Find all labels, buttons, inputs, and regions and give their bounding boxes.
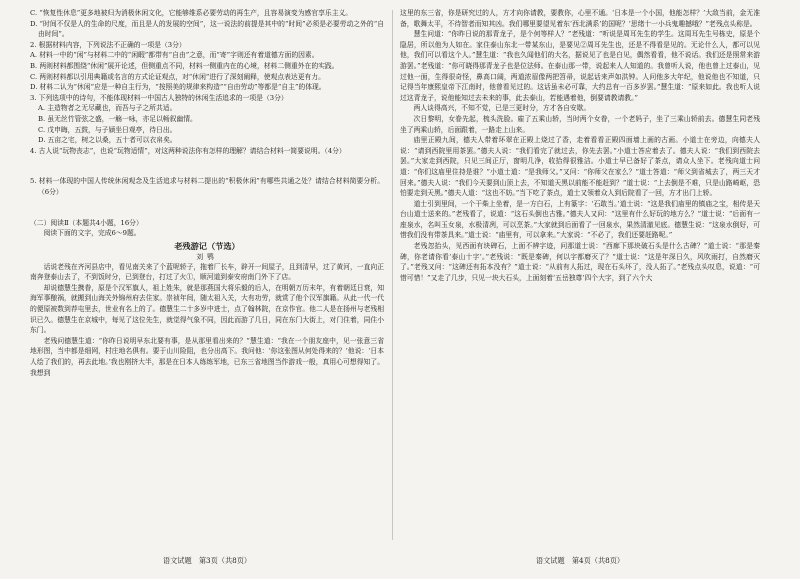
question-3-option-c: C. 戊申晦，五鼓，与子颍坐日观亭，待日出。 [38,125,177,134]
question-3-stem: 3. 下列选项中的诗句，不能体现材料一中国古人独特的休闲生活追求的一项是（3分） [30,93,288,102]
passage-paragraph: 老残问德慧生道：“你昨日说明早东北要有事，是从那里看出来的？”慧生道：“我在一个朋友座中，见一张意三省地形图，当中都是细网，村庄地名俱有。要于山川险阻，也分出高下。我问他：‘你这张图从何处得来的？’他说：‘日本人绘了我们的，再去此地。’我也刚挤大半，那是在日本人练练军地，已东三省地图当作游戏一般，真用心可想得知了。我想到 [30,336,384,377]
option-d: D. “时间不仅是人的生命的尺度，而且是人的发展的空间”，这一说法的前提是其中的“时间”必须是必要劳动之外的“自由时间”。 [30,19,384,39]
question-3-option-d: D. 五亩之宅，树之以桑，五十者可以衣帛矣。 [38,136,177,145]
passage-paragraph: 道士引到里间，一个干柴上坐着，是一方白石，上有篆字：‘石敢当。’道士说：“这是我们庙里的镇庙之宝，相传是天台山道士送来的。”老残看了，说道：“这石头倒也古雅。”德夫人又问：“这里有什么好玩的地方么？”道士说：“后面有一座泉水，名叫玉女泉，水极清冽，可以烹茶。”大家就到后面看了一回泉水，果然清澈见底。德慧生说：“这泉水倒好，可惜我们没有带茶具来。”道士说：“庙里有，可以拿来。”大家说：“不必了，我们还要赶路呢。” [400,199,760,240]
question-3-option-a: A. 主造物者之无尽藏也，而吾与子之所共适。 [38,104,177,113]
passage-title: 老残游记（节选） [174,240,240,251]
passage-paragraph: 庙里正殿九间，德夫人带着环翠在正殿上烧过了香，走着看看正殿四面墙上画的古画。小道士在旁边，向德夫人说：“请到西院里用茶罢。”德夫人说：“我们看完了就过去，你先去罢。”小道士答应着去了。德夫人说：“我们到西院去罢。”大家走到西院，只见三间正厅，窗明几净，收拾得很雅洁。小道士早已备好了茶点，请众人坐下。老残向道士问道：“你们这庙里住持是谁？”小道士道：“是我师父。”又问：“你师父在家么？”道士答道：“师父到省城去了，两三天才回来。”德夫人说：“我们今天要到山顶上去，不知道天黑以前能不能赶到？”道士说：“上去倒是不难，只是山路崎岖，恐怕要走到天黑。”德夫人道：“这也不妨。”当下吃了茶点，道士又领着众人到后院看了一回，方才出门上轿。 [400,136,760,198]
question-2-option-c: C. 两则材料都以引用典籍或名言的方式论证观点，对“休闲”进行了深刻阐释，使观点表达更有力。 [30,72,325,81]
question-2-stem: 2. 根据材料内容，下列说法不正确的一项是（3分） [30,40,186,49]
left-column [30,8,384,548]
passage-paragraph: 两人谈得高兴，不知不觉，已是三更时分，方才各自安歇。 [413,104,591,113]
answer-space [30,198,384,218]
passage-paragraph: 这里的东三省，你是研究过的人，方才向你请教，要教你，心里不通。‘日本是一个小国，他能怎样？’大敌当前，金无准备，歌舞太平，不待智者而知其凶。我们哪里要望见着东‘西北满系’的国呢？’思绪十一小兵鬼趣撼哦？”老残点头称是。 [400,9,760,28]
passage-paragraph: 话说老残在齐河县店中，看见南关来了个蓝呢轿子，拖着厂长车，辟开一间屋子，且到清早，过了黄河，一直向正南奔登泰山去了，不到饭时分，已到登台，打过了火①，顺河道到泰安府南门外下了店。 [30,262,384,282]
page-footer-left: 语文试题 第3页（共8页） [162,556,252,565]
section-heading: （二）阅读Ⅱ（本题共4小题，16分） [30,218,143,227]
question-2-option-a: A. 材料一中的“闲”与材料二中的“闲暇”都带有“自由”之意，而“寄”字则还有着道德方面的因素。 [30,51,319,60]
question-4: 4. 古人说“玩物丧志”，也说“玩物适情”，对这两种说法你有怎样的理解？请结合材料一简要说明。（4分） [30,146,346,155]
question-5: 5. 材料一体现的中国人传统休闲观念及生活追求与材料二提出的“积极休闲”有哪些共通之处？请结合材料简要分析。（6分） [30,177,384,196]
reading-instruction: 阅读下面的文字，完成6～9题。 [43,229,141,238]
column-divider [392,10,393,540]
page-footer-right: 语文试题 第4页（共8页） [535,556,625,565]
passage-paragraph: 慧生问道：“你昨日说的那青龙子，是个何等样人？”老残道：“听说是周耳先生的学生。这周耳先生号栋史，原是个隐居，所以他为人如在。家住泰山东北一带某东山，是要见②周耳先生也，还是不得看是见的。无论什么人，都可以见他，我们可以看这个人。”慧生道：“我也久闻他们的大名，据说见了也是白见，偶然看看，他不说话。我们还是照常来游游罢。”老残道：“你可晓得那青龙子也是位法师。在泰山那一带，说起来人人知道的。我曾听人说，他也曾上过泰山，见过他一面，生得很奇怪，鼻高口阔，两道浓眉像两把笤帚，说起话来声如洪钟。人问他多大年纪，他说他也不知道，只记得当年康熙皇帝下江南时，他曾看见过的。这话虽未必可靠，大约总有一百多岁罢。”慧生道：“原来如此。我也听人说过这青龙子，说他能知过去未来的事，此去泰山，若能遇着他，倒要请教请教。” [400,30,760,102]
passage-paragraph: 次日黎明，女眷先起，梳头洗脸。雇了五乘山轿，当时两个女眷，一个老妈子，坐了三乘山轿前去。德慧生同老残坐了两乘山轿，后面跟着，一路走上山来。 [400,114,760,134]
question-2-option-d: D. 材料二认为“休闲”应是一种自主行为，“按照美的规律来构造”“自由劳动”等都是“自主”的体现。 [30,83,326,92]
question-3-option-b: B. 虽无丝竹管弦之盛，一觞一咏，亦足以畅叙幽情。 [38,114,197,123]
passage-author: 刘鹗 [196,252,218,261]
passage-paragraph: 老残忽抬头，见西面有块碑石，上面不辨字迹，问那道士说：“西廊下那块破石头是什么古碑？”道士说：“那是秦碑，你老请你看‘泰山十字’。”老残说：“既是秦碑，何以字都磨灭了？”道士说：“这是年深日久，风吹雨打，自然磨灭了。”老残又问：“这碑还有拓本没有？”道士说：“从前有人拓过，现在石头坏了，没人拓了。”老残点头叹息，说道：“可惜可惜！”又走了几步，只见一块大石头，上面刻着‘五岳独尊’四个大字，到了六个大 [400,242,760,282]
passage-paragraph: 却说德慧生携眷，原是个汉军旗人，祖上姓朱，就是那燕国大将乐毅的后人，在明朝万历末年，有着朝廷日衰，知海军事酿祸，就搬到山海关外锦州府去住家。崇祯年间，随太祖入关，大有功劳，就赏了他个汉军旗籍。从此一代一代的便原被数到荐屯里去，世业有名上的了。德慧生二十多岁中进士，点了翰林院，在京作官。他二人是在扬州与老残相识已久。德慧生在京城中，每见了这位先生，就觉得气象不同，因此而游了几日，同在东门大街上，对门住着，同住小东门。 [30,283,384,335]
question-2-option-b: B. 两则材料都围绕“休闲”展开论述，但侧重点不同，材料一侧重内在的心境，材料二侧重外在的实践。 [30,61,339,70]
option-c: C. “恢复性休息”更多地被归为消极休闲文化，它能够维系必要劳动的再生产，且容易演变为感官享乐主义。 [30,9,353,17]
answer-space [30,156,384,176]
right-column [400,8,760,548]
